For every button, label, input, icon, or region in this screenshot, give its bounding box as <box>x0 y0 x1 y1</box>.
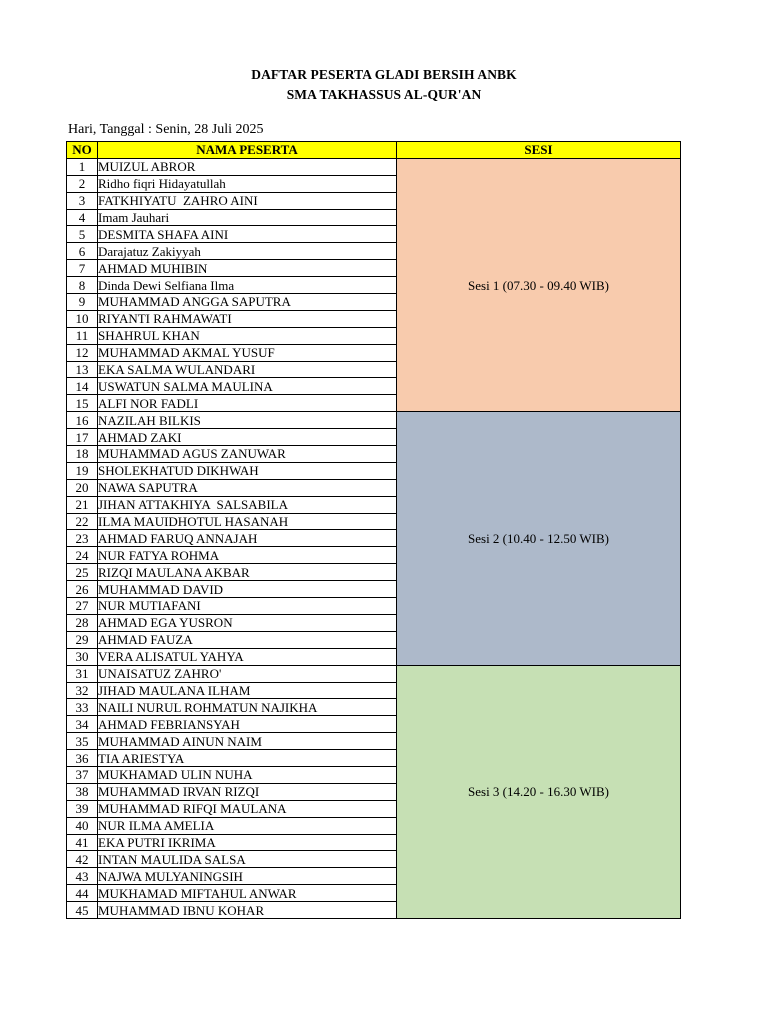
row-number: 10 <box>67 310 98 327</box>
participant-name: AHMAD ZAKI <box>98 429 397 446</box>
participant-name: AHMAD MUHIBIN <box>98 260 397 277</box>
participant-name: MUHAMMAD IBNU KOHAR <box>98 902 397 919</box>
row-number: 12 <box>67 344 98 361</box>
row-number: 20 <box>67 479 98 496</box>
participant-name: AHMAD FEBRIANSYAH <box>98 716 397 733</box>
participant-name: ALFI NOR FADLI <box>98 395 397 412</box>
row-number: 33 <box>67 699 98 716</box>
participant-name: MUKHAMAD ULIN NUHA <box>98 766 397 783</box>
participant-name: FATKHIYATU ZAHRO AINI <box>98 192 397 209</box>
participant-name: MUHAMMAD ANGGA SAPUTRA <box>98 294 397 311</box>
row-number: 28 <box>67 614 98 631</box>
row-number: 8 <box>67 277 98 294</box>
row-number: 1 <box>67 158 98 175</box>
participant-name: JIHAN ATTAKHIYA SALSABILA <box>98 496 397 513</box>
row-number: 18 <box>67 446 98 463</box>
participant-name: ILMA MAUIDHOTUL HASANAH <box>98 513 397 530</box>
row-number: 36 <box>67 750 98 767</box>
row-number: 14 <box>67 378 98 395</box>
participant-name: RIYANTI RAHMAWATI <box>98 310 397 327</box>
participant-name: UNAISATUZ ZAHRO' <box>98 665 397 682</box>
row-number: 22 <box>67 513 98 530</box>
row-number: 11 <box>67 327 98 344</box>
session-1-cell: Sesi 1 (07.30 - 09.40 WIB) <box>397 158 681 411</box>
participant-name: JIHAD MAULANA ILHAM <box>98 682 397 699</box>
column-header-sesi: SESI <box>397 142 681 159</box>
row-number: 16 <box>67 412 98 429</box>
participant-name: MUHAMMAD AGUS ZANUWAR <box>98 446 397 463</box>
row-number: 44 <box>67 885 98 902</box>
participant-name: MUHAMMAD IRVAN RIZQI <box>98 783 397 800</box>
row-number: 9 <box>67 294 98 311</box>
row-number: 30 <box>67 648 98 665</box>
row-number: 39 <box>67 800 98 817</box>
row-number: 6 <box>67 243 98 260</box>
row-number: 29 <box>67 631 98 648</box>
table-row <box>67 665 681 682</box>
participant-name: NAWA SAPUTRA <box>98 479 397 496</box>
row-number: 41 <box>67 834 98 851</box>
document-title: DAFTAR PESERTA GLADI BERSIH ANBK <box>251 67 517 82</box>
row-number: 19 <box>67 462 98 479</box>
participant-name: RIZQI MAULANA AKBAR <box>98 564 397 581</box>
date-line: Hari, Tanggal : Senin, 28 Juli 2025 <box>68 122 264 137</box>
table-row <box>67 412 681 429</box>
participant-name: Imam Jauhari <box>98 209 397 226</box>
participant-name: EKA SALMA WULANDARI <box>98 361 397 378</box>
participant-name: AHMAD EGA YUSRON <box>98 614 397 631</box>
row-number: 13 <box>67 361 98 378</box>
participant-name: MUHAMMAD AKMAL YUSUF <box>98 344 397 361</box>
participant-name: VERA ALISATUL YAHYA <box>98 648 397 665</box>
participant-name: Darajatuz Zakiyyah <box>98 243 397 260</box>
participant-name: EKA PUTRI IKRIMA <box>98 834 397 851</box>
row-number: 25 <box>67 564 98 581</box>
row-number: 40 <box>67 817 98 834</box>
participant-name: NUR MUTIAFANI <box>98 598 397 615</box>
row-number: 27 <box>67 598 98 615</box>
participant-name: MUIZUL ABROR <box>98 158 397 175</box>
participant-name: MUKHAMAD MIFTAHUL ANWAR <box>98 885 397 902</box>
participant-name: NUR FATYA ROHMA <box>98 547 397 564</box>
row-number: 34 <box>67 716 98 733</box>
row-number: 5 <box>67 226 98 243</box>
column-header-name: NAMA PESERTA <box>98 142 397 159</box>
row-number: 43 <box>67 868 98 885</box>
session-2-cell: Sesi 2 (10.40 - 12.50 WIB) <box>397 412 681 665</box>
row-number: 31 <box>67 665 98 682</box>
table-header-row <box>67 142 681 159</box>
row-number: 32 <box>67 682 98 699</box>
row-number: 26 <box>67 581 98 598</box>
column-header-no: NO <box>67 142 98 159</box>
participant-name: INTAN MAULIDA SALSA <box>98 851 397 868</box>
participant-table <box>66 141 681 919</box>
participant-name: MUHAMMAD RIFQI MAULANA <box>98 800 397 817</box>
participant-name: MUHAMMAD DAVID <box>98 581 397 598</box>
row-number: 38 <box>67 783 98 800</box>
row-number: 24 <box>67 547 98 564</box>
row-number: 2 <box>67 175 98 192</box>
participant-name: NUR ILMA AMELIA <box>98 817 397 834</box>
participant-name: USWATUN SALMA MAULINA <box>98 378 397 395</box>
row-number: 21 <box>67 496 98 513</box>
participant-name: NAZILAH BILKIS <box>98 412 397 429</box>
row-number: 42 <box>67 851 98 868</box>
row-number: 23 <box>67 530 98 547</box>
participant-name: Dinda Dewi Selfiana Ilma <box>98 277 397 294</box>
participant-name: NAJWA MULYANINGSIH <box>98 868 397 885</box>
participant-name: AHMAD FAUZA <box>98 631 397 648</box>
session-3-cell: Sesi 3 (14.20 - 16.30 WIB) <box>397 665 681 918</box>
row-number: 35 <box>67 733 98 750</box>
participant-name: NAILI NURUL ROHMATUN NAJIKHA <box>98 699 397 716</box>
row-number: 3 <box>67 192 98 209</box>
participant-name: SHOLEKHATUD DIKHWAH <box>98 462 397 479</box>
participant-name: MUHAMMAD AINUN NAIM <box>98 733 397 750</box>
school-name: SMA TAKHASSUS AL-QUR'AN <box>286 87 482 102</box>
row-number: 17 <box>67 429 98 446</box>
table-row <box>67 158 681 175</box>
row-number: 37 <box>67 766 98 783</box>
row-number: 7 <box>67 260 98 277</box>
row-number: 15 <box>67 395 98 412</box>
row-number: 45 <box>67 902 98 919</box>
row-number: 4 <box>67 209 98 226</box>
participant-name: Ridho fiqri Hidayatullah <box>98 175 397 192</box>
table-body <box>67 158 681 918</box>
participant-name: DESMITA SHAFA AINI <box>98 226 397 243</box>
participant-name: SHAHRUL KHAN <box>98 327 397 344</box>
participant-name: AHMAD FARUQ ANNAJAH <box>98 530 397 547</box>
participant-name: TIA ARIESTYA <box>98 750 397 767</box>
